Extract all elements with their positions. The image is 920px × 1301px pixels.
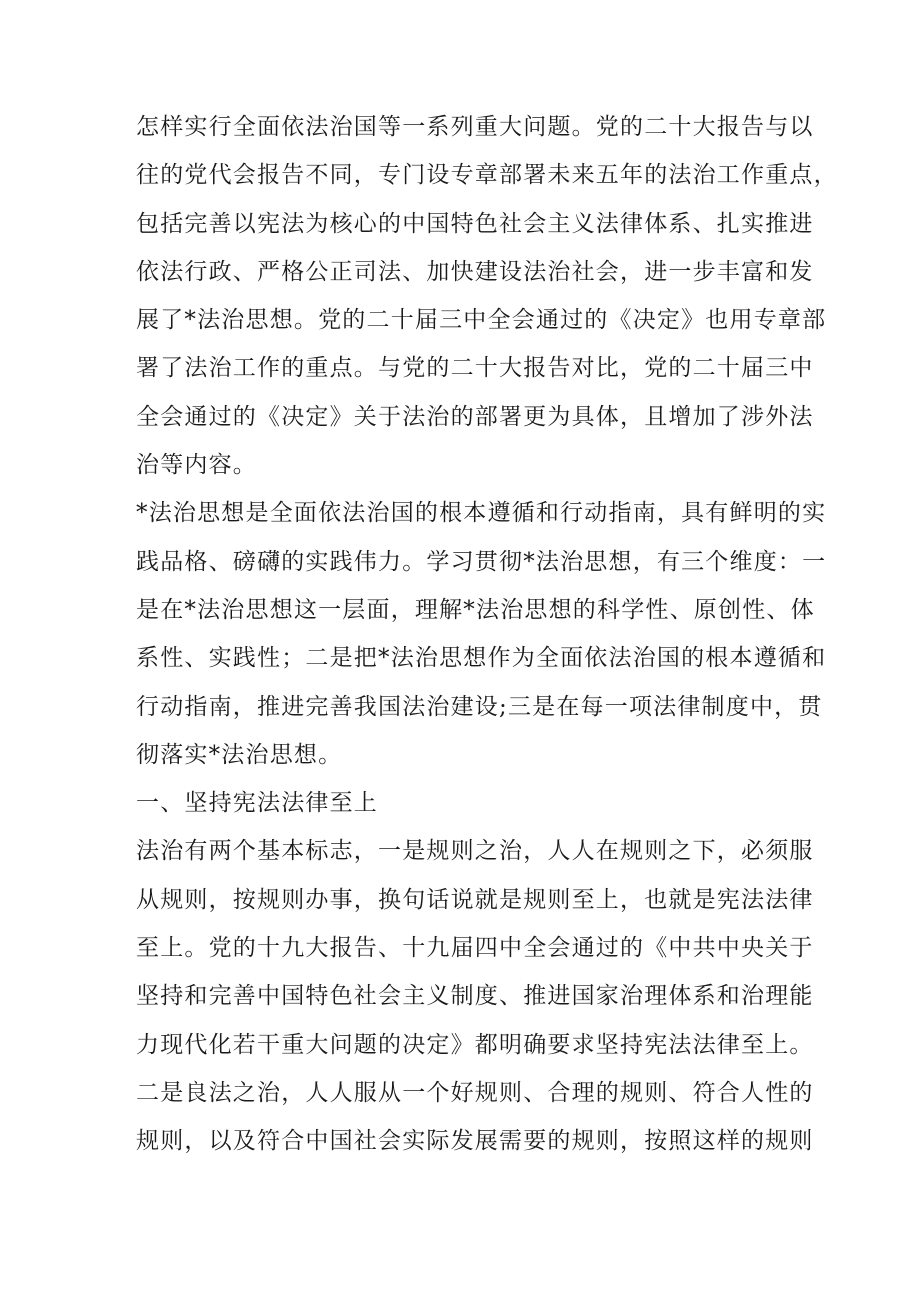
text-line: 全会通过的《决定》关于法治的部署更为具体，且增加了涉外法	[136, 403, 814, 430]
text-line: 往的党代会报告不同，专门设专章部署未来五年的法治工作重点，	[136, 162, 838, 189]
text-line: 规则，以及符合中国社会实际发展需要的规则，按照这样的规则	[136, 1128, 814, 1155]
text-line: 治等内容。	[136, 452, 257, 479]
section-heading: 一、坚持宪法法律至上	[136, 790, 378, 817]
text-line: 行动指南，推进完善我国法治建设;三是在每一项法律制度中，贯	[136, 693, 823, 720]
text-line: 是在*法治思想这一层面，理解*法治思想的科学性、原创性、体	[136, 596, 815, 623]
text-line: 从规则，按规则办事，换句话说就是规则至上，也就是宪法法律	[136, 886, 814, 913]
text-line: 怎样实行全面依法治国等一系列重大问题。党的二十大报告与以	[136, 114, 814, 140]
text-line: 坚持和完善中国特色社会主义制度、推进国家治理体系和治理能	[136, 983, 814, 1010]
text-line: 依法行政、严格公正司法、加快建设法治社会，进一步丰富和发	[136, 258, 814, 285]
text-line: 至上。党的十九大报告、十九届四中全会通过的《中共中央关于	[136, 935, 814, 962]
text-line: *法治思想是全面依法治国的根本遵循和行动指南，具有鲜明的实	[136, 500, 827, 527]
text-line: 署了法治工作的重点。与党的二十大报告对比，党的二十届三中	[136, 355, 814, 382]
document-body	[136, 103, 838, 1166]
text-line: 展了*法治思想。党的二十届三中全会通过的《决定》也用专章部	[136, 307, 827, 334]
text-line: 践品格、磅礴的实践伟力。学习贯彻*法治思想，有三个维度：一	[136, 548, 827, 575]
text-line: 彻落实*法治思想。	[136, 741, 343, 768]
text-line: 包括完善以宪法为核心的中国特色社会主义法律体系、扎实推进	[136, 210, 814, 237]
text-line: 力现代化若干重大问题的决定》都明确要求坚持宪法法律至上。	[136, 1031, 814, 1058]
text-line: 二是良法之治，人人服从一个好规则、合理的规则、符合人性的	[136, 1079, 814, 1106]
text-line: 系性、实践性；二是把*法治思想作为全面依法治国的根本遵循和	[136, 645, 827, 672]
text-line: 法治有两个基本标志，一是规则之治，人人在规则之下，必须服	[136, 838, 814, 865]
